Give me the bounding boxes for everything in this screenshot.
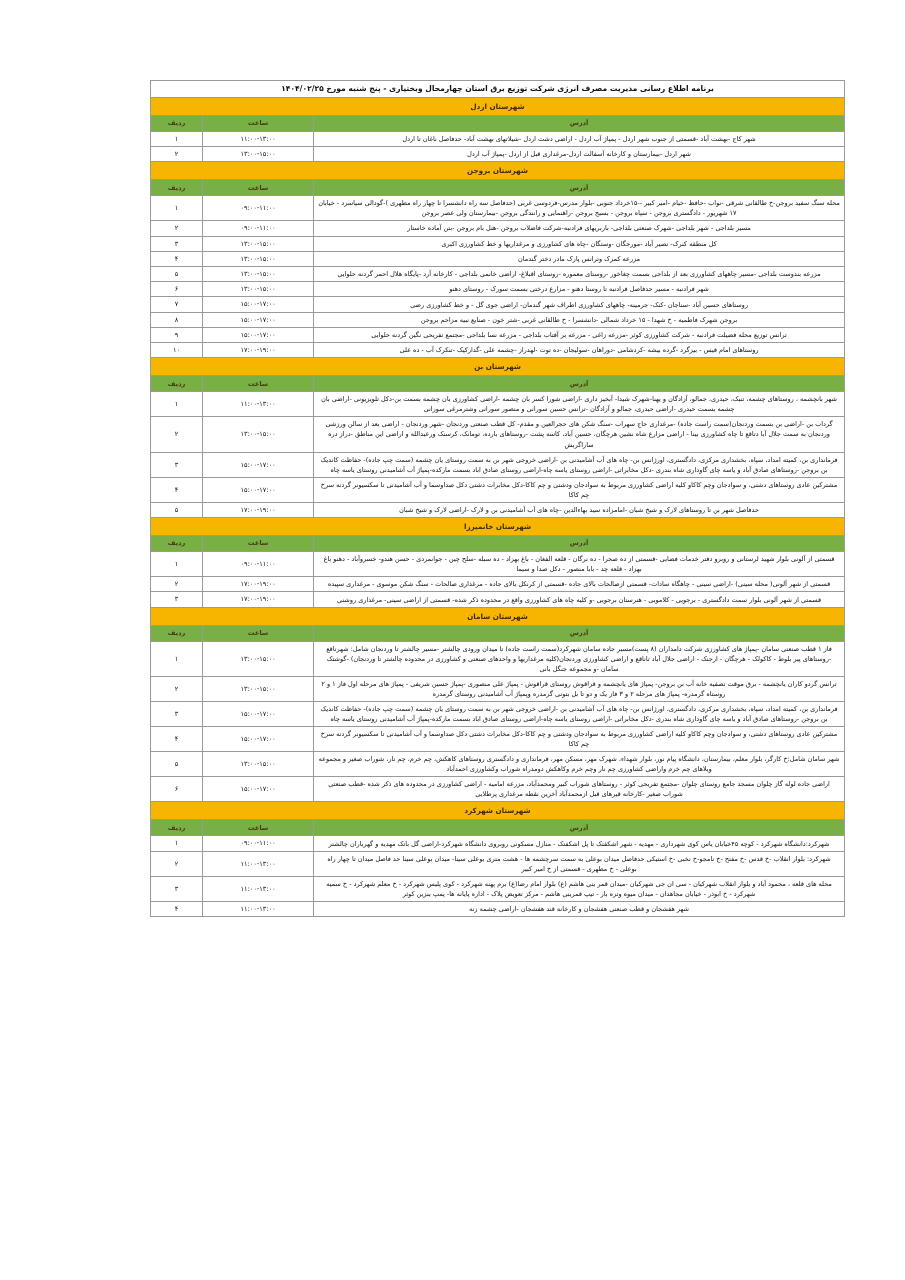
outage-address: مشترکین عادی روستاهای دشتی، و سوادجان وچم کاکاو کلیه اراضی کشاورزی مربوط به سوادجان ودشتی و چم کاکا-دکل مخابرات دشتی دکل صداوسما و آب آشامیدنی تا سکسیونر گردنه سرخ چم کاکا [314,477,845,502]
outage-index: ۱ [151,641,203,676]
outage-time: ۱۳:۰۰-۱۵:۰۰ [203,676,314,701]
outage-address: مشترکین عادی روستاهای دشتی، و سوادجان وچم کاکاو کلیه اراضی کشاورزی مربوط به سوادجان ودشتی و چم کاکا-دکل مخابرات دشتی دکل صداوسما و آب آشامیدنی تا سکسیونر گردنه سرخ چم کاکا [314,727,845,752]
outage-address: قسمتی از شهر آلونی بلوار سمت دادگستری - برجویی - کلاموبی - هنرستان برجویی -و کلیه چاه های کشاورزی واقع در محدوده ذکر شده- قسمتی از اراضی سینی- مرغداری روشنی [314,592,845,607]
outage-time: ۱۳:۰۰-۱۵:۰۰ [203,236,314,251]
column-header-index: ردیف [151,625,203,641]
outage-index: ۵ [151,502,203,517]
column-header-index: ردیف [151,820,203,836]
outage-index: ۴ [151,901,203,916]
outage-index: ۱ [151,196,203,221]
table-row [151,417,845,452]
outage-address: ترانس گردو کاران یانچشمه - برق موقت تصفیه خانه آب بن بروجن- پمپاژ های یانچشمه و قراقوش روستای قراقوش - پمپاژ علی منصوری -پمپاژ حسین شریفی - پمپاژ های مرحله اول فاز ۱ و ۲ روستاه گرمدره- پمپاژ های مرحله ۲ و ۳ فاز یک و دو تا بل بتونی گرمدره وپمپاژ آب آشامیدنی روستای گرمدره [314,676,845,701]
outage-address: فرمانداری بن، کمیته امداد، سپاه، بخشداری مرکزی، دادگستری، اورژانس بن- چاه های آب آشامیدنی بن -اراضی خروجی شهر بن به سمت روستای یان چشمه (سمت چپ جاده)- حفاظت کاندیک بن بروجن -روستاهای صادق آباد و یاسه چای گاوداری شاه بندری -دکل مخابراتی -اراضی روستای یاسه چاه-اراضی روستای صادق اباد بسمت مارکده-پمپاژ آب آشامیدنی روستای یاسه چاه [314,701,845,726]
table-row [151,777,845,802]
table-row [151,327,845,342]
column-header-index: ردیف [151,180,203,196]
outage-time: ۱۳:۰۰-۱۵:۰۰ [203,752,314,777]
outage-index: ۹ [151,327,203,342]
outage-address: محله های قلعه ، محمود آباد و بلوار انقلاب شهرکیان - سی ان جی شهرکیان -میدان قمر بنی هاشم (ع) بلوار امام رضا(ع) برم پهنه شهرکرد - کوی پلیس شهرکرد - خ معلم شهرکرد - خ سمیه شهرکرد - خ ابوذر - خیابان مجاهدان - میدان میوه وتره بار - تیپ قمربنی هاشم - مرکز تعویض پلاک - اداره پایانه ها- پمپ بنزین کوثر [314,876,845,901]
table-row [151,752,845,777]
outage-index: ۱ [151,392,203,417]
outage-index: ۲ [151,577,203,592]
title-row [151,81,845,98]
outage-index: ۴ [151,727,203,752]
column-header-row [151,180,845,196]
outage-time: ۱۱:۰۰-۱۳:۰۰ [203,392,314,417]
city-band-row [151,518,845,536]
table-row [151,282,845,297]
outage-schedule-sheet [150,80,845,917]
outage-time: ۱۵:۰۰-۱۷:۰۰ [203,452,314,477]
outage-index: ۶ [151,282,203,297]
outage-time: ۱۱:۰۰-۱۳:۰۰ [203,131,314,146]
table-row [151,392,845,417]
table-row [151,146,845,161]
column-header-row [151,536,845,552]
column-header-time: ساعت [203,180,314,196]
column-header-time: ساعت [203,820,314,836]
table-row [151,452,845,477]
table-row [151,251,845,266]
table-row [151,343,845,358]
outage-address: گرداب بن -اراضی بن بسمت وردنجان(سمت راست جاده) -مرغداری حاج سهراب -سنگ شکن های حجرالعین و مقدم- کل قطب صنعتی وردنجان -شهر وردنجان - اراضی بعد از سالن ورزشی وردنجان به سمت جلال آبا دتاقع تا چاه کشاورزی بینا - اراضی مزارع شاه نشین هرچگان، حسین آباد، کاسه پشت -روستاهای بارده، تومانک، کرسنک ورعبدالله و اراضی این مناطق -دراز دره ساراگربش [314,417,845,452]
column-header-time: ساعت [203,115,314,131]
outage-index: ۱۰ [151,343,203,358]
outage-time: ۱۳:۰۰-۱۵:۰۰ [203,282,314,297]
column-header-address: آدرس [314,536,845,552]
table-row [151,701,845,726]
table-row [151,131,845,146]
outage-address: مزرعه بندوست بلداجی -مسیر چاههای کشاورزی بعد از بلداجی بسمت چغاخور -روستای معموره -روستای اقبلاغ- اراضی خانمی بلداجی - کارخانه آرد -پایگاه هلال احمر گردنه حلوایی [314,266,845,281]
outage-time: ۰۹:۰۰-۱۱:۰۰ [203,196,314,221]
outage-time: ۱۳:۰۰-۱۵:۰۰ [203,146,314,161]
outage-address: شهر فرادنبه - مسیر حدفاصل فرادنبه تا روستا دهنو - مزارع درختی بسمت سورک - روستای دهنو [314,282,845,297]
outage-address: روستاهای حسین آباد -سناجان -کنک- جرمینه- چاههای کشاورزی اطراف شهر گندمان- اراضی جوی گل - و خط کشاورزی رضی [314,297,845,312]
outage-address: فاز ۱ قطب صنعتی سامان -پمپاژ های کشاورزی شرکت دامداران (۸ پست)مسیر جاده سامان شهرکرد(سمت راست جاده) تا میدان ورودی چالشتر -مسیر چالشتر تا وردنجان شامل: شهرناقع -روستاهای پیر بلوط - کاکولک - هرچگان - ارجنک - اراضی جلال آباد تاناقع و اراضی کشاورزی وردنجان(کلیه مرغداریها و واحدهای صنعتی و کشاورزی در محدوده چالشتر تا وردنجان) -گوشتک سامان -و مجموعه جنگل بانی [314,641,845,676]
column-header-address: آدرس [314,820,845,836]
outage-index: ۴ [151,477,203,502]
outage-index: ۸ [151,312,203,327]
outage-time: ۱۳:۰۰-۱۵:۰۰ [203,251,314,266]
outage-index: ۲ [151,676,203,701]
outage-time: ۱۵:۰۰-۱۷:۰۰ [203,777,314,802]
city-name: شهرستان بروجن [151,162,845,180]
outage-address: شهر سامان شامل:خ کارگر، بلوار معلم، بیمارستان، دانشگاه پیام نور، بلوار شهداء، شهرک مهر، مسکن مهر، فرمانداری و دادگستری روستاهای کاهکش، چم خرم، چم نار، شوراب صغیر و مجموعه ویلاهای چم خرم واراضی کشاورزی چم نار وچم خرم وکاهکش دومدراه شوراب وکشاورزی احمدآباد [314,752,845,777]
table-row [151,236,845,251]
outage-index: ۳ [151,236,203,251]
outage-index: ۲ [151,417,203,452]
outage-index: ۲ [151,851,203,876]
outage-index: ۳ [151,592,203,607]
outage-address: حدفاصل شهر بن تا روستاهای لارک و شیخ شبان -امامزاده سید بهاءالدین -چاه های آب آشامیدنی بن و لارک -اراضی لارک و شیخ شبان [314,502,845,517]
outage-time: ۱۵:۰۰-۱۷:۰۰ [203,477,314,502]
city-name: شهرستان سامان [151,607,845,625]
outage-address: قسمتی از آلونی بلوار شهید لرستانی و روبرو دفتر خدمات فضایی -قسمتی از ده صحرا - ده نرگان - قلعه الفغان - باغ بهزاد - ده سبله -سلح چین - جوانمردی - حسن هندو- خسروآباد - دهنو باغ بهزاد - قلعه چد - بابا منصور - دکل صدا و سیما [314,552,845,577]
city-name: شهرستان خانمیرزا [151,518,845,536]
city-band-row [151,162,845,180]
outage-time: ۱۷:۰۰-۱۹:۰۰ [203,343,314,358]
outage-time: ۰۹:۰۰-۱۱:۰۰ [203,836,314,851]
table-row [151,477,845,502]
column-header-time: ساعت [203,376,314,392]
outage-address: شهر کاج -بهشت آباد -قسمتی از جنوب شهر اردل - پمپاژ آب اردل - اراضی دشت اردل -شیلاتهای بهشت آباد- حدفاصل ناغان تا اردل [314,131,845,146]
outage-time: ۱۵:۰۰-۱۷:۰۰ [203,327,314,342]
column-header-index: ردیف [151,115,203,131]
city-name: شهرستان اردل [151,97,845,115]
outage-index: ۳ [151,452,203,477]
outage-address: بروجن شهرک فاطمیه - خ شهدا - ۱۵ خرداد شمالی -دانشسرا - خ طالقانی غربی -شتر خون - صنایع نبیه مزاحم بروجن [314,312,845,327]
table-row [151,592,845,607]
outage-index: ۷ [151,297,203,312]
outage-index: ۲ [151,146,203,161]
outage-index: ۱ [151,131,203,146]
column-header-time: ساعت [203,625,314,641]
city-band-row [151,802,845,820]
column-header-address: آدرس [314,625,845,641]
city-band-row [151,358,845,376]
column-header-row [151,115,845,131]
outage-time: ۱۷:۰۰-۱۹:۰۰ [203,502,314,517]
outage-index: ۳ [151,701,203,726]
table-row [151,312,845,327]
outage-time: ۱۱:۰۰-۱۳:۰۰ [203,851,314,876]
column-header-row [151,625,845,641]
outage-index: ۵ [151,752,203,777]
outage-index: ۳ [151,876,203,901]
column-header-address: آدرس [314,115,845,131]
table-row [151,552,845,577]
outage-address: قسمتی از شهر آلونی( محله سینی) -اراضی سینی - چاهگاه سادات- قسمتی ازصالحات بالای جاده -قسمتی از کرنکل بالای جاده - مرغداری صالحات - سنگ شکن موسوی - مرغداری سپیده [314,577,845,592]
page-title: برنامه اطلاع رسانی مدیریت مصرف انرژی شرکت توزیع برق استان چهارمحال وبختیاری - پنج شنبه مورخ ۱۴۰۴/۰۲/۲۵ [151,81,845,98]
outage-time: ۱۷:۰۰-۱۹:۰۰ [203,577,314,592]
outage-address: شهر اردل -بیمارستان و کارخانه آسفالت اردل-مرغداری قبل از اردل -پمپاژ آب اردل [314,146,845,161]
outage-time: ۱۱:۰۰-۱۳:۰۰ [203,901,314,916]
outage-index: ۶ [151,777,203,802]
outage-address: ترانس توزیع محله فضیلت فرادنبه - شرکت کشاورزی کوثر -مزرعه زاغی - مزرعه بر آفتاب بلداجی - مزرعه نسا بلداجی -مجتمع تفریحی نگین گردنه حلوایی [314,327,845,342]
outage-time: ۱۵:۰۰-۱۷:۰۰ [203,701,314,726]
city-band-row [151,607,845,625]
column-header-index: ردیف [151,536,203,552]
outage-address: شهر هفشجان و قطب صنعتی هفشجان و کارخانه قند هفشجان -اراضی چشمه زنه [314,901,845,916]
column-header-address: آدرس [314,376,845,392]
outage-time: ۱۳:۰۰-۱۵:۰۰ [203,266,314,281]
table-row [151,901,845,916]
outage-time: ۰۹:۰۰-۱۱:۰۰ [203,552,314,577]
table-row [151,876,845,901]
outage-time: ۱۷:۰۰-۱۹:۰۰ [203,592,314,607]
outage-time: ۱۳:۰۰-۱۵:۰۰ [203,641,314,676]
outage-address: روستاهای امام قیس - بیزگرد -گرده بیشه -کردشامی -دوراهان -سولیجان -ده توت -لهدراز -چشمه علی -گدارکیک -تنکرک آب - ده علی [314,343,845,358]
outage-address: مسیر بلداجی - شهر بلداجی -شهرک صنعتی بلداجی- باربریهای فرادنبه-شرکت فاضلاب بروجن -هتل بام بروجن -بتن آماده خاستار [314,221,845,236]
table-row [151,577,845,592]
table-row [151,851,845,876]
column-header-row [151,376,845,392]
column-header-address: آدرس [314,180,845,196]
outage-time: ۱۳:۰۰-۱۵:۰۰ [203,417,314,452]
outage-index: ۱ [151,836,203,851]
outage-address: شهرکرد:دانشگاه شهرکرد - کوچه ۴۵خیابان یاس کوی شهرداری - مهدیه - شهر اشکفتک تا پل اشکفتک - منازل مسکونی روبروی دانشگاه شهرکرد-اراضی گل باتک مهدیه و گهرباران چالشتر [314,836,845,851]
outage-index: ۵ [151,266,203,281]
column-header-row [151,820,845,836]
outage-address: فرمانداری بن، کمیته امداد، سپاه، بخشداری مرکزی، دادگستری، اورژانس بن- چاه های آب آشامیدنی بن -اراضی خروجی شهر بن به سمت روستای یان چشمه (سمت چپ جاده)- حفاظت کاندیک بن بروجن -روستاهای صادق آباد و یاسه چای گاوداری شاه بندری -دکل مخابراتی -اراضی روستای یاسه چاه-اراضی روستای صادق اباد بسمت مارکده-پمپاژ آب آشامیدنی روستای یاسه چاه [314,452,845,477]
table-row [151,266,845,281]
city-name: شهرستان بن [151,358,845,376]
outage-time: ۰۹:۰۰-۱۱:۰۰ [203,221,314,236]
outage-time: ۱۵:۰۰-۱۷:۰۰ [203,727,314,752]
city-name: شهرستان شهرکرد [151,802,845,820]
outage-address: شهر بانچشمه ، روستاهای چشمه، تنبک، حیدری، جمالو، آزادگان و یهنا-شهرک شیدا- آبخیز داری -اراضی شورا کسر بان چشمه -اراضی کشاورزی بان چشمه بسمت بن-دکل تلویزیونی -اراضی بان چشمه بسمت حیدری -اراضی حیدری، جمالو و آزادگان -ترانس حسین سورانی و منصور سورانی وشترمرغی سورانی [314,392,845,417]
table-row [151,727,845,752]
table-row [151,196,845,221]
outage-time: ۱۵:۰۰-۱۷:۰۰ [203,297,314,312]
outage-address: مزرعه کمرک وترانس پارک مادر دختر گندمان [314,251,845,266]
outage-address: شهرکرد: بلوار انقلاب -خ قدس -خ مفتح -خ نامجو-خ نخبی -خ استیکی حدفاصل میدان بوعلی به سمت سرچشمه ها - هشت متری بوعلی سینا- میدان بوعلی سینا حد فاصل میدان تا چهار راه بوعلی - خ مطهری - قسمتی از خ امیر کبیر [314,851,845,876]
table-row [151,676,845,701]
outage-address: کل منطقه کنرک- نصیر آباد -مورجگان -وستگان -چاه های کشاورزی و مرغداریها و خط کشاورزی اکبری [314,236,845,251]
table-row [151,221,845,236]
outage-time: ۱۱:۰۰-۱۳:۰۰ [203,876,314,901]
outage-time: ۱۵:۰۰-۱۷:۰۰ [203,312,314,327]
column-header-index: ردیف [151,376,203,392]
outage-schedule-table [150,80,845,917]
table-row [151,297,845,312]
outage-address: محله سنگ سفید بروجن-خ طالقانی شرقی -نواب -حافظ -خیام -امیر کبیر --۱۵خرداد جنوبی -بلوار مدرس-فردوسی غربی (حدفاصل سه راه دانشسرا تا چهار راه مطهری )-گودالی سیاسرد - خیابان ۱۷ شهریور - دادگستری بروجن - سپاه بروجن - بسیج بروجن -راهنمایی و رانندگی بروجن -بیمارستان ولی عصر بروجن [314,196,845,221]
table-row [151,641,845,676]
outage-index: ۴ [151,251,203,266]
city-band-row [151,97,845,115]
table-row [151,502,845,517]
column-header-time: ساعت [203,536,314,552]
outage-index: ۲ [151,221,203,236]
outage-address: اراضی جاده لوله گاز چلوان مسجد جامع روستای چلوان -مجتمع تفریحی کوثر - روستاهای شوراب کبیر ومحمدآباد، مزرعه امامیه - اراضی کشاورزی در محدوده های ذکر شده -قطب صنعتی شوراب صغیر -کارخانه قیرهای قبل ازمحمدآباد آخرین نقطه مرغداری پرطلایی [314,777,845,802]
outage-index: ۱ [151,552,203,577]
table-row [151,836,845,851]
